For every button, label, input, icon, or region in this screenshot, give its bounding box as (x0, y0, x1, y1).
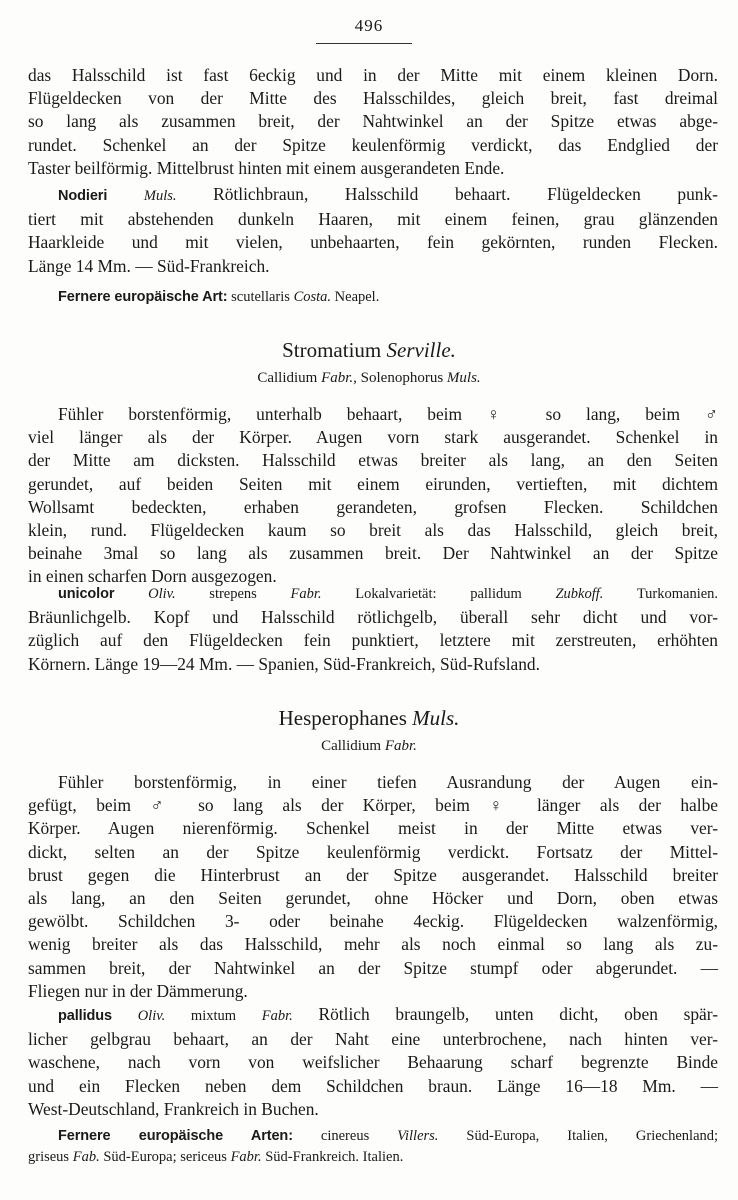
synonym-author: Fabr., (321, 370, 357, 386)
species-name: Nodieri (58, 188, 108, 204)
text-line: Haarkleide und mit vielen, unbehaarten, fein gekörnten, runden Flecken. (28, 232, 718, 253)
further-species-name: scutellaris (231, 289, 290, 305)
variety-text: Lokalvarietät: pallidum (355, 586, 522, 602)
genus-author: Serville. (386, 338, 456, 362)
text-line: Bräunlichgelb. Kopf und Halsschild rötlichgelb, überall sehr dicht und vor- (28, 607, 718, 628)
further-species-label: Fernere europäische Art: (58, 289, 228, 305)
text-line: Fühler borstenförmig, in einer tiefen Ausrandung der Augen ein- (58, 772, 718, 792)
species-name: unicolor (58, 586, 115, 602)
synonym-name: Callidium (321, 738, 382, 754)
text-line: tiert mit abstehenden dunkeln Haaren, mit einem feinen, grau glänzenden (28, 209, 718, 230)
synonym-name: mixtum (190, 1008, 237, 1024)
text-line: dickt, selten an der Spitze keulenförmig verdickt. Fortsatz der Mittel- (28, 841, 718, 862)
further-species-note (28, 286, 718, 309)
variety-locality: Turkomanien. (636, 586, 719, 602)
genus-heading-stromatium (0, 338, 738, 363)
text-line: viel länger als der Körper. Augen vorn stark ausgerandet. Schenkel in (28, 427, 718, 448)
further-species-locality: Süd-Frankreich. Italien. (265, 1149, 404, 1165)
text-line: züglich auf den Flügeldecken fein punktiert, letztere mit zerstreuten, erhöhten (28, 630, 718, 651)
species-author: Oliv. (148, 586, 176, 602)
text-line: brust gegen die Hinterbrust an der Spitze ausgerandet. Halsschild breiter (28, 864, 718, 885)
text-line: gewölbt. Schildchen 3- oder beinahe 4eckig. Flügeldecken walzenförmig, (28, 911, 718, 932)
header-rule (316, 43, 412, 44)
text-line: das Halsschild ist fast 6eckig und in der Mitte mit einem kleinen Dorn. (28, 65, 718, 85)
text-line: West-Deutschland, Frankreich in Buchen. (28, 1098, 319, 1119)
species-entry-nodieri (28, 183, 718, 278)
page-number: 496 (354, 16, 384, 35)
genus-synonyms (0, 738, 738, 755)
text-line: waschene, nach vorn von weifslicher Behaarung scharf begrenzte Binde (28, 1052, 718, 1073)
genus-heading-hesperophanes (0, 706, 738, 731)
text-line: Körnern. Länge 19—24 Mm. — Spanien, Süd-Frankreich, Süd-Rufsland. (28, 653, 540, 674)
text-line: der Mitte am dicksten. Halsschild etwas breiter als lang, an den Seiten (28, 450, 718, 471)
variety-author: Zubkoff. (555, 586, 604, 602)
text-line: als lang, an den Seiten gerundet, ohne Höcker und Dorn, oben etwas (28, 888, 718, 909)
further-species-label: Fernere europäische Arten: (58, 1128, 293, 1144)
text-line: Flügeldecken von der Mitte des Halsschildes, gleich breit, fast dreimal (28, 88, 718, 109)
species-first-line (28, 1003, 718, 1028)
further-species-line (28, 286, 718, 309)
text-line: Länge 14 Mm. — Süd-Frankreich. (28, 255, 270, 276)
further-species-locality: Neapel. (334, 289, 380, 305)
further-species-author: Fab. (72, 1149, 100, 1165)
further-species-line (28, 1147, 718, 1168)
text-line: wenig breiter als das Halsschild, mehr als noch einmal so lang als zu- (28, 934, 718, 955)
further-species-line (28, 1126, 718, 1147)
species-entry-pallidus (28, 1003, 718, 1121)
further-species-note (28, 1126, 718, 1168)
further-species-locality: Süd-Europa; (103, 1149, 177, 1165)
text-line: und ein Flecken neben dem Schildchen braun. Länge 16—18 Mm. — (28, 1075, 718, 1096)
further-species-name: cinereus (320, 1128, 370, 1144)
further-species-name: griseus (28, 1149, 70, 1165)
text-line: so lang als zusammen breit, der Nahtwinkel an der Spitze etwas abge- (28, 111, 718, 132)
text-line: gerundet, auf beiden Seiten mit einem eirunden, vertieften, mit dichtem (28, 473, 718, 494)
text-line: licher gelbgrau behaart, an der Naht eine unterbrochene, nach hinten ver- (28, 1029, 718, 1050)
synonym-author: Fabr. (290, 586, 322, 602)
text-line: sammen breit, der Nahtwinkel an der Spitze stumpf oder abgerundet. — (28, 957, 718, 978)
synonym-name: strepens (209, 586, 257, 602)
synonym-author: Fabr. (261, 1008, 293, 1024)
further-species-locality: Süd-Europa, Italien, Griechenland; (466, 1128, 719, 1144)
further-species-author: Costa. (293, 289, 332, 305)
species-first-line (28, 583, 718, 606)
synonym-author: Fabr. (384, 738, 417, 754)
text-line: Fühler borstenförmig, unterhalb behaart, beim ♀ so lang, beim ♂ (58, 404, 718, 424)
text-line: gefügt, beim ♂ so lang als der Körper, beim ♀ länger als der halbe (28, 795, 718, 816)
species-text: Rötlichbraun, Halsschild behaart. Flügeldecken punk- (213, 184, 718, 204)
text-line: klein, rund. Flügeldecken kaum so breit als das Halsschild, gleich breit, (28, 520, 718, 541)
species-author: Oliv. (137, 1008, 166, 1024)
text-line: rundet. Schenkel an der Spitze keulenförmig verdickt, das Endglied der (28, 134, 718, 155)
text-line: in einen scharfen Dorn ausgezogen. (28, 566, 277, 587)
further-species-author: Fabr. (230, 1149, 262, 1165)
intro-paragraph (28, 64, 718, 180)
further-species-name: sericeus (180, 1149, 227, 1165)
synonym-author: Muls. (446, 370, 481, 386)
further-species-author: Villers. (397, 1128, 439, 1144)
species-entry-unicolor (28, 583, 718, 676)
genus-description-hesperophanes (28, 771, 718, 1003)
synonym-name: Callidium (257, 370, 318, 386)
species-text: Rötlich braungelb, unten dicht, oben spär- (318, 1004, 718, 1024)
genus-name: Stromatium (282, 338, 382, 362)
genus-synonyms (0, 370, 738, 387)
genus-author: Muls. (412, 706, 460, 730)
text-line: Taster beilförmig. Mittelbrust hinten mit einem ausgerandeten Ende. (28, 157, 505, 178)
text-line: Wollsamt bedeckten, erhaben gerandeten, grofsen Flecken. Schildchen (28, 496, 718, 517)
species-author: Muls. (143, 188, 177, 204)
genus-description-stromatium (28, 403, 718, 589)
species-first-line (28, 183, 718, 208)
genus-name: Hesperophanes (278, 706, 407, 730)
synonym-name: Solenophorus (360, 370, 444, 386)
text-line: Fliegen nur in der Dämmerung. (28, 980, 248, 1001)
text-line: beinahe 3mal so lang als zusammen breit. Der Nahtwinkel an der Spitze (28, 543, 718, 564)
species-name: pallidus (58, 1008, 112, 1024)
text-line: Körper. Augen nierenförmig. Schenkel meist in der Mitte etwas ver- (28, 818, 718, 839)
